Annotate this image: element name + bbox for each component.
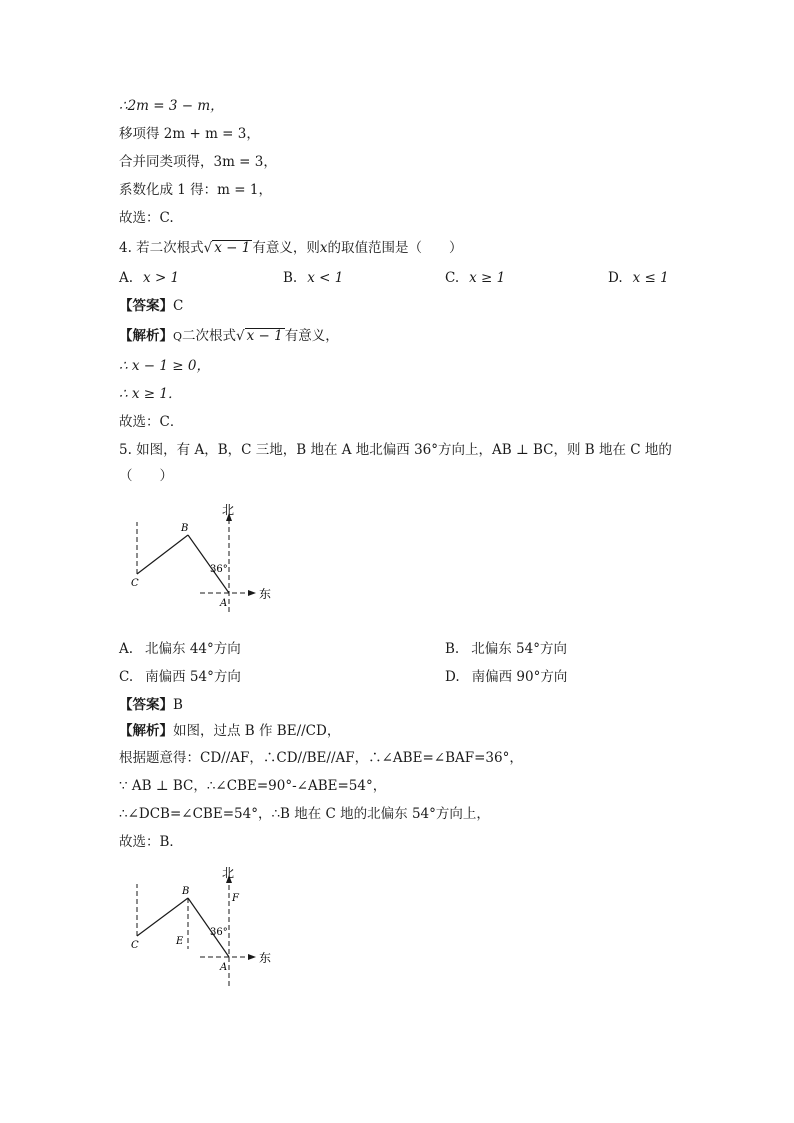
q4-prefix: 4. 若二次根式 bbox=[119, 240, 204, 256]
q4-var: x bbox=[319, 240, 328, 256]
label-f: F bbox=[232, 893, 239, 904]
step-line-4: 系数化成 1 得：m = 1， bbox=[119, 182, 272, 198]
compass-figure-1 bbox=[125, 500, 285, 615]
q4-step-2: ∴ x ≥ 1． bbox=[119, 386, 182, 402]
q4-final: 故选：C． bbox=[119, 414, 184, 430]
sqrt-symbol: √ bbox=[203, 240, 213, 256]
north-label: 北 bbox=[222, 503, 235, 517]
q5-option-b: B. 北偏东 54°方向 bbox=[445, 641, 567, 657]
q5-stem-2: （ ） bbox=[119, 468, 173, 484]
north-label: 北 bbox=[222, 866, 235, 880]
q5-analysis-4: ∴∠DCB=∠CBE=54°，∴B 地在 C 地的北偏东 54°方向上， bbox=[119, 806, 490, 822]
q5-answer: 【答案】B bbox=[119, 697, 183, 713]
because-symbol: Q bbox=[173, 330, 183, 343]
segment-cb bbox=[137, 898, 188, 936]
angle-label: 36° bbox=[210, 927, 228, 938]
label-c: C bbox=[131, 940, 139, 951]
label-c: C bbox=[131, 578, 139, 589]
q4-analysis: 【解析】Q二次根式√ x − 1 有意义， bbox=[119, 328, 339, 344]
label-b: B bbox=[181, 523, 189, 534]
q4-radicand: x − 1 bbox=[214, 240, 251, 256]
q5-analysis-1: 【解析】如图，过点 B 作 BE//CD， bbox=[119, 723, 341, 739]
q4-answer: 【答案】C bbox=[119, 298, 184, 314]
step-line-5: 故选：C. bbox=[119, 210, 174, 226]
q5-final: 故选：B． bbox=[119, 834, 183, 850]
label-a: A bbox=[220, 962, 228, 973]
q4-stem bbox=[119, 239, 463, 257]
angle-label: 36° bbox=[210, 564, 228, 575]
label-b: B bbox=[182, 886, 190, 897]
east-label: 东 bbox=[259, 587, 272, 601]
q4-option-b: B. x < 1 bbox=[283, 270, 344, 286]
q4-option-c: C. x ≥ 1 bbox=[445, 270, 506, 286]
q5-option-c: C. 南偏西 54°方向 bbox=[119, 669, 241, 685]
step-line-2: 移项得 2m + m = 3， bbox=[119, 126, 260, 142]
q5-stem-1: 5. 如图，有 A，B，C 三地，B 地在 A 地北偏西 36°方向上，AB ⊥ BC，则 B 地在 C 地的 bbox=[119, 442, 672, 458]
q5-option-a: A. 北偏东 44°方向 bbox=[119, 641, 241, 657]
label-e: E bbox=[176, 936, 184, 947]
q4-step-1: ∴ x − 1 ≥ 0， bbox=[119, 358, 210, 374]
east-label: 东 bbox=[259, 951, 272, 965]
segment-cb bbox=[137, 535, 188, 574]
step-line-1: ∴2m = 3 − m， bbox=[119, 98, 224, 114]
q4-option-d: D. x ≤ 1 bbox=[608, 270, 669, 286]
q4-suffix-b: 的取值范围是（ ） bbox=[327, 240, 463, 256]
q4-option-a: A. x > 1 bbox=[119, 270, 180, 286]
q5-analysis-3: ∵ AB ⊥ BC，∴∠CBE=90°-∠ABE=54°， bbox=[119, 778, 387, 794]
q4-suffix-a: 有意义，则 bbox=[252, 240, 320, 256]
q5-option-d: D. 南偏西 90°方向 bbox=[445, 669, 568, 685]
compass-figure-2 bbox=[125, 864, 285, 989]
q5-analysis-2: 根据题意得：CD//AF，∴CD//BE//AF，∴∠ABE=∠BAF=36°， bbox=[119, 750, 523, 766]
step-line-3: 合并同类项得，3m = 3， bbox=[119, 154, 277, 170]
label-a: A bbox=[220, 598, 228, 609]
